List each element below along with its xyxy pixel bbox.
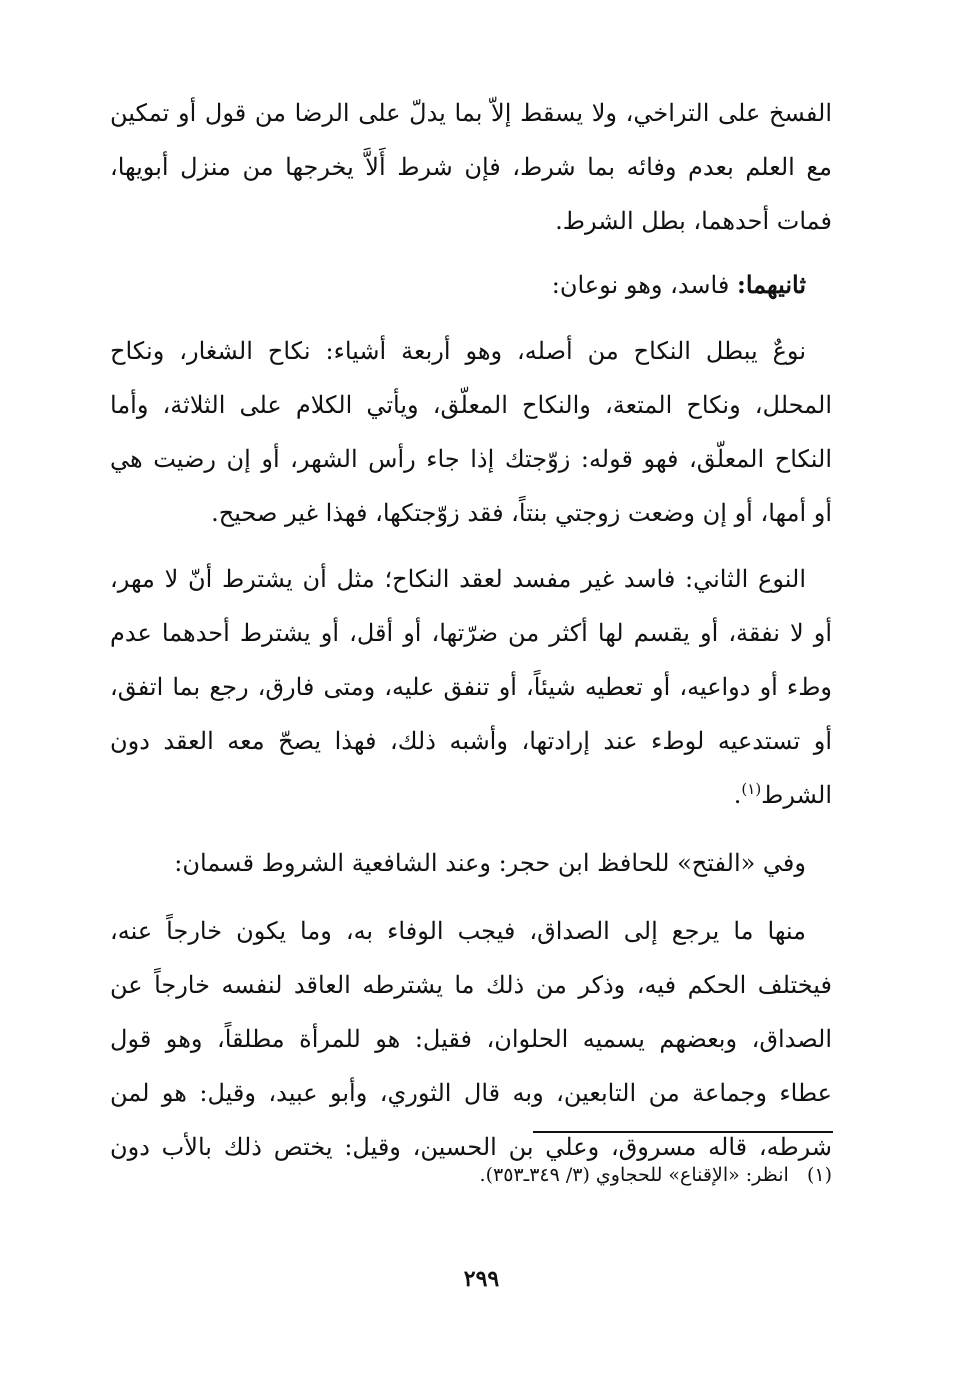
text-line: أو لا نفقة، أو يقسم لها أكثر من ضرّتها، أو أقل، أو يشترط أحدهما عدم: [110, 619, 832, 647]
page-number: ٢٩٩: [463, 1266, 500, 1292]
footnote-reference[interactable]: (١): [741, 780, 762, 798]
text-line: [110, 768, 832, 822]
text-line: الصداق، وبعضهم يسميه الحلوان، فقيل: هو للمرأة مطلقاً، وهو قول: [110, 1025, 832, 1053]
paragraph-3: [110, 324, 832, 540]
text-line: أو تستدعيه لوطء عند إرادتها، وأشبه ذلك، فهذا يصحّ معه العقد دون: [110, 727, 832, 755]
paragraph-5: [110, 836, 832, 890]
footnote: [110, 1160, 832, 1190]
heading-rest: فاسد، وهو نوعان:: [551, 271, 737, 299]
text-line: فيختلف الحكم فيه، وذكر من ذلك ما يشترطه العاقد لنفسه خارجاً عن: [110, 971, 832, 999]
footnote-text: انظر: «الإقناع» للحجاوي (٣/ ٣٤٩ـ٣٥٣).: [479, 1164, 789, 1186]
page-body: [110, 86, 832, 1174]
text-line: النوع الثاني: فاسد غير مفسد لعقد النكاح؛ مثل أن يشترط أنّ لا مهر،: [110, 565, 806, 593]
text-line: شرطه، قاله مسروق، وعلي بن الحسين، وقيل: يختص ذلك بالأب دون: [110, 1133, 832, 1161]
paragraph-2: [110, 258, 832, 312]
paragraph-4: [110, 552, 832, 822]
text-line: الفسخ على التراخي، ولا يسقط إلاّ بما يدلّ على الرضا من قول أو تمكين: [110, 99, 832, 127]
text-line: المحلل، ونكاح المتعة، والنكاح المعلّق، ويأتي الكلام على الثلاثة، وأما: [110, 391, 832, 419]
period: .: [733, 781, 742, 809]
text-line: منها ما يرجع إلى الصداق، فيجب الوفاء به، وما يكون خارجاً عنه،: [110, 917, 806, 945]
text-line: أو أمها، أو إن وضعت زوجتي بنتاً، فقد زوّجتكها، فهذا غير صحيح.: [211, 499, 832, 527]
text-line: وفي «الفتح» للحافظ ابن حجر: وعند الشافعية الشروط قسمان:: [174, 849, 806, 877]
text-line: وطء أو دواعيه، أو تعطيه شيئاً، أو تنفق عليه، ومتى فارق، رجع بما اتفق،: [110, 673, 833, 701]
text-line: [110, 258, 806, 312]
text-line: مع العلم بعدم وفائه بما شرط، فإن شرط أَلاَّ يخرجها من منزل أبويها،: [110, 153, 832, 181]
footnote-number: (١): [806, 1164, 832, 1186]
footnote-divider: [533, 1131, 833, 1133]
text-line: نوعٌ يبطل النكاح من أصله، وهو أربعة أشياء: نكاح الشغار، ونكاح: [110, 337, 806, 365]
paragraph-1: [110, 86, 832, 248]
section-heading: ثانيهما:: [736, 270, 806, 299]
text-line: فمات أحدهما، بطل الشرط.: [555, 207, 832, 235]
paragraph-6: [110, 904, 832, 1174]
last-word: الشرط: [761, 781, 832, 809]
text-line: عطاء وجماعة من التابعين، وبه قال الثوري، وأبو عبيد، وقيل: هو لمن: [110, 1079, 832, 1107]
text-line: النكاح المعلّق، فهو قوله: زوّجتك إذا جاء رأس الشهر، أو إن رضيت هي: [110, 445, 832, 473]
